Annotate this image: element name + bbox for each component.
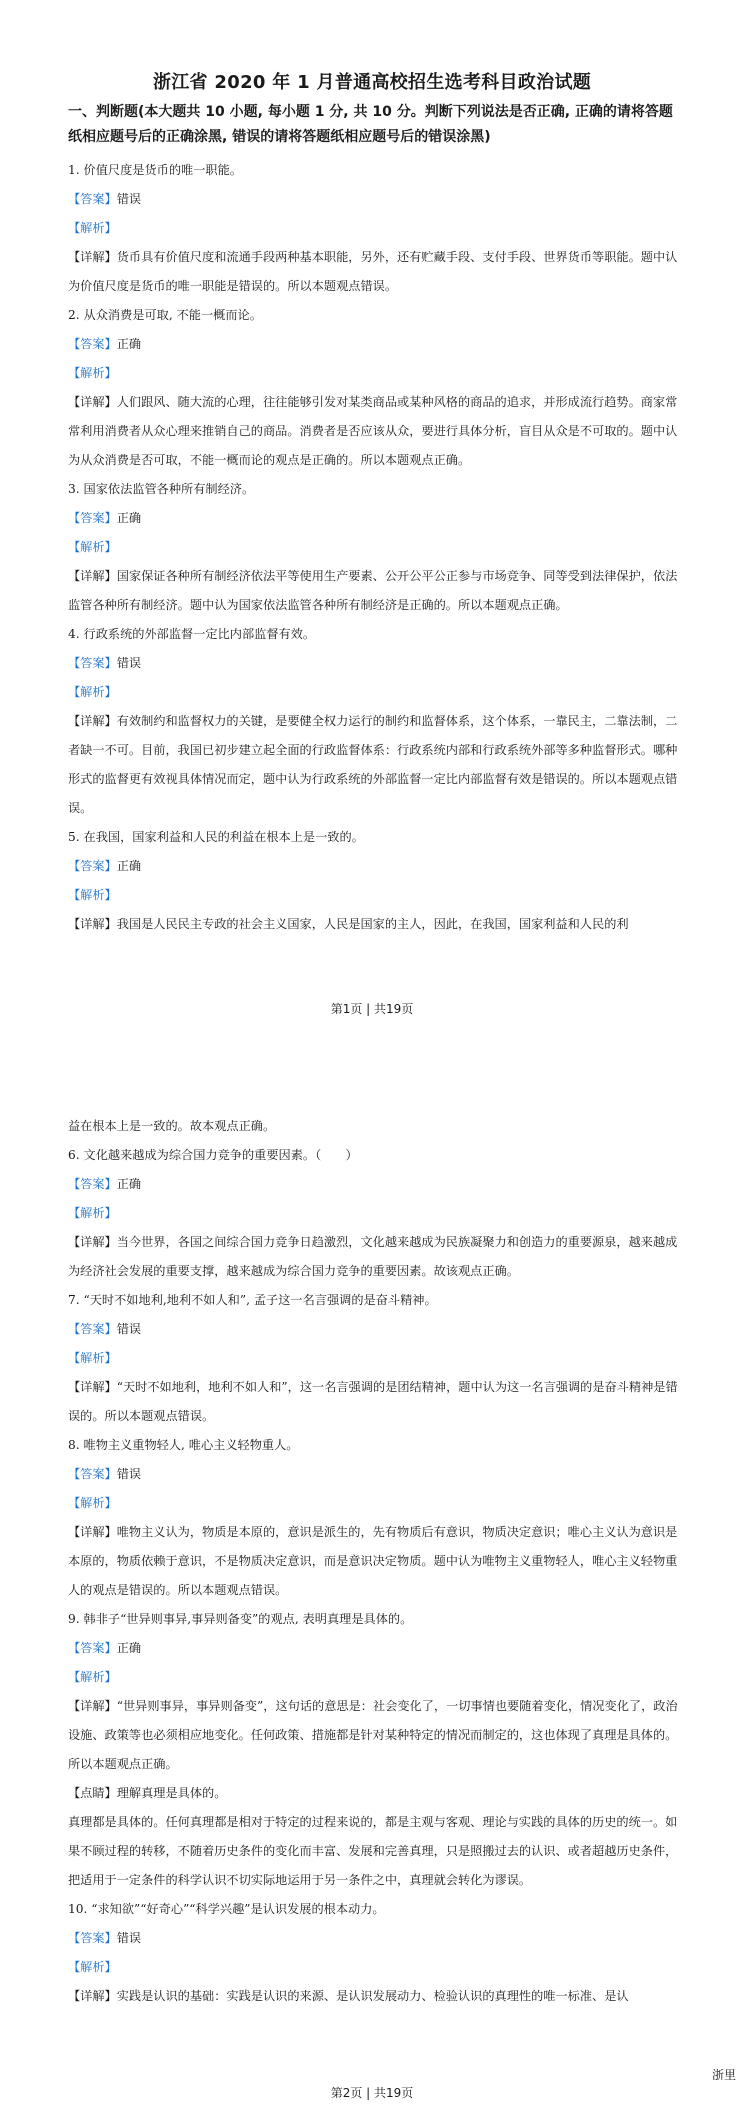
answer-label: 【答案】: [68, 656, 117, 670]
question-3: [68, 475, 680, 620]
detail-label: 【详解】: [68, 1699, 117, 1713]
analysis-line: [68, 1199, 680, 1228]
detail-text: “世异则事异，事异则备变”，这句话的意思是：社会变化了，一切事情也要随着变化，情况变化了，政治设施、政策等也必须相应地变化。任何政策、措施都是针对某种特定的情况而制定的，这也体现了真理是具体的。所以本题观点正确。: [68, 1699, 678, 1771]
answer-value: 错误: [116, 1931, 142, 1945]
continuation-text: 益在根本上是一致的。故本观点正确。: [68, 1119, 276, 1133]
answer-value: 正确: [116, 337, 142, 351]
answer-line: [68, 1924, 680, 1953]
detail-text: 实践是认识的基础：实践是认识的来源、是认识发展动力、检验认识的真理性的唯一标准、是认: [116, 1989, 629, 2003]
detail-text: 货币具有价值尺度和流通手段两种基本职能，另外，还有贮藏手段、支付手段、世界货币等职能。题中认为价值尺度是货币的唯一职能是错误的。所以本题观点错误。: [68, 250, 678, 293]
detail-label: 【详解】: [68, 1235, 117, 1249]
question-stem: 3. 国家依法监管各种所有制经济。: [68, 482, 255, 496]
detail-paragraph: [68, 1373, 680, 1431]
detail-text: “天时不如地利，地利不如人和”，这一名言强调的是团结精神，题中认为这一名言强调的是奋斗精神是错误的。所以本题观点错误。: [68, 1380, 678, 1423]
question-8: [68, 1431, 680, 1605]
question-stem: 5. 在我国，国家利益和人民的利益在根本上是一致的。: [68, 830, 364, 844]
tip-text: 理解真理是具体的。: [116, 1786, 227, 1800]
answer-label: 【答案】: [68, 1322, 117, 1336]
question-4: [68, 620, 680, 823]
answer-label: 【答案】: [68, 1641, 117, 1655]
detail-paragraph: [68, 562, 680, 620]
answer-value: 错误: [116, 1467, 142, 1481]
footer-page-total: 共19页: [374, 1002, 414, 1016]
footer-separator: |: [366, 2086, 371, 2100]
detail-paragraph: [68, 1518, 680, 1605]
answer-label: 【答案】: [68, 1467, 117, 1481]
question-stem: 6. 文化越来越成为综合国力竞争的重要因素。（ ）: [68, 1148, 358, 1162]
analysis-label: 【解析】: [68, 685, 117, 699]
question-10: [68, 1895, 680, 2011]
answer-value: 正确: [116, 1177, 142, 1191]
detail-paragraph: [68, 1982, 680, 2011]
answer-line: [68, 1315, 680, 1344]
question-2: [68, 301, 680, 475]
detail-label: 【详解】: [68, 1380, 117, 1394]
detail-text: 人们跟风、随大流的心理，往往能够引发对某类商品或某种风格的商品的追求，并形成流行趋势。商家常常利用消费者从众心理来推销自己的商品。消费者是否应该从众，要进行具体分析，盲目从众是不可取的。题中认为从众消费是否可取，不能一概而论的观点是正确的。所以本题观点正确。: [68, 395, 678, 467]
answer-line: [68, 1170, 680, 1199]
page-2: [0, 1068, 744, 2104]
tip-label: 【点睛】: [68, 1786, 117, 1800]
detail-text: 有效制约和监督权力的关键，是要健全权力运行的制约和监督体系，这个体系，一靠民主，二靠法制，二者缺一不可。目前，我国已初步建立起全面的行政监督体系：行政系统内部和行政系统外部等多种监督形式。哪种形式的监督更有效视具体情况而定，题中认为行政系统的外部监督一定比内部监督有效是错误的。所以本题观点错误。: [68, 714, 678, 815]
detail-paragraph: [68, 1692, 680, 1779]
footer-page-total: 共19页: [374, 2086, 414, 2100]
detail-text: 国家保证各种所有制经济依法平等使用生产要素、公开公平公正参与市场竞争、同等受到法律保护，依法监管各种所有制经济。题中认为国家依法监管各种所有制经济是正确的。所以本题观点正确。: [68, 569, 678, 612]
analysis-label: 【解析】: [68, 1206, 117, 1220]
answer-label: 【答案】: [68, 337, 117, 351]
detail-text: 唯物主义认为，物质是本原的，意识是派生的，先有物质后有意识，物质决定意识；唯心主义认为意识是本原的，物质依赖于意识，不是物质决定意识，而是意识决定物质。题中认为唯物主义重物轻人，唯心主义轻物重人的观点是错误的。所以本题观点错误。: [68, 1525, 678, 1597]
analysis-line: [68, 678, 680, 707]
analysis-line: [68, 1953, 680, 1982]
analysis-label: 【解析】: [68, 888, 117, 902]
analysis-line: [68, 1489, 680, 1518]
answer-line: [68, 852, 680, 881]
question-stem: 7. “天时不如地利,地利不如人和”, 孟子这一名言强调的是奋斗精神。: [68, 1293, 437, 1307]
answer-value: 错误: [116, 1322, 142, 1336]
answer-label: 【答案】: [68, 1177, 117, 1191]
document-title: 浙江省 2020 年 1 月普通高校招生选考科目政治试题: [152, 72, 592, 93]
tip-line: [68, 1779, 680, 1808]
analysis-label: 【解析】: [68, 366, 117, 380]
footer-page-number: 第2页: [330, 2086, 363, 2100]
answer-line: [68, 1634, 680, 1663]
page-2-content: [68, 1112, 680, 2011]
detail-label: 【详解】: [68, 395, 117, 409]
answer-value: 正确: [116, 1641, 142, 1655]
question-stem: 9. 韩非子“世异则事异,事异则备变”的观点, 表明真理是具体的。: [68, 1612, 413, 1626]
answer-line: [68, 1460, 680, 1489]
answer-label: 【答案】: [68, 1931, 117, 1945]
analysis-line: [68, 1344, 680, 1373]
answer-value: 正确: [116, 511, 142, 525]
answer-line: [68, 649, 680, 678]
question-1: [68, 156, 680, 301]
analysis-label: 【解析】: [68, 1351, 117, 1365]
detail-paragraph: [68, 388, 680, 475]
page-footer: [0, 2084, 744, 2101]
answer-label: 【答案】: [68, 192, 117, 206]
question-stem: 8. 唯物主义重物轻人, 唯心主义轻物重人。: [68, 1438, 299, 1452]
analysis-label: 【解析】: [68, 1496, 117, 1510]
answer-line: [68, 330, 680, 359]
analysis-label: 【解析】: [68, 1670, 117, 1684]
question-6: [68, 1141, 680, 1286]
tip-paragraph: 真理都是具体的。任何真理都是相对于特定的过程来说的，都是主观与客观、理论与实践的具体的历史的统一。如果不顾过程的转移，不随着历史条件的变化而丰富、发展和完善真理，只是照搬过去的认识、或者超越历史条件，把适用于一定条件的科学认识不切实际地运用于另一条件之中，真理就会转化为谬误。: [68, 1815, 678, 1887]
detail-text: 当今世界，各国之间综合国力竞争日趋激烈，文化越来越成为民族凝聚力和创造力的重要源泉，越来越成为经济社会发展的重要支撑，越来越成为综合国力竞争的重要因素。故该观点正确。: [68, 1235, 678, 1278]
analysis-label: 【解析】: [68, 221, 117, 235]
detail-paragraph: [68, 243, 680, 301]
analysis-line: [68, 359, 680, 388]
question-stem: 2. 从众消费是可取, 不能一概而论。: [68, 308, 262, 322]
analysis-line: [68, 214, 680, 243]
footer-page-number: 第1页: [330, 1002, 363, 1016]
detail-paragraph: [68, 910, 680, 939]
detail-label: 【详解】: [68, 569, 117, 583]
question-7: [68, 1286, 680, 1431]
detail-label: 【详解】: [68, 1989, 117, 2003]
detail-text: 我国是人民民主专政的社会主义国家，人民是国家的主人，因此，在我国，国家利益和人民的利: [116, 917, 629, 931]
question-9: [68, 1605, 680, 1895]
question-stem: 1. 价值尺度是货币的唯一职能。: [68, 163, 242, 177]
answer-label: 【答案】: [68, 859, 117, 873]
analysis-label: 【解析】: [68, 1960, 117, 1974]
answer-value: 正确: [116, 859, 142, 873]
answer-line: [68, 185, 680, 214]
answer-value: 错误: [116, 192, 142, 206]
question-stem: 10. “求知欲”“好奇心”“科学兴趣”是认识发展的根本动力。: [68, 1902, 385, 1916]
analysis-line: [68, 881, 680, 910]
detail-label: 【详解】: [68, 1525, 117, 1539]
analysis-line: [68, 533, 680, 562]
side-watermark-text: 浙里: [711, 2068, 736, 2082]
footer-separator: |: [366, 1002, 371, 1016]
detail-paragraph: [68, 1228, 680, 1286]
answer-label: 【答案】: [68, 511, 117, 525]
analysis-label: 【解析】: [68, 540, 117, 554]
detail-label: 【详解】: [68, 714, 117, 728]
page-footer: [0, 1000, 744, 1017]
detail-label: 【详解】: [68, 250, 117, 264]
answer-value: 错误: [116, 656, 142, 670]
section-heading: 一、判断题(本大题共 10 小题, 每小题 1 分, 共 10 分。判断下列说法是否正确, 正确的请将答题纸相应题号后的正确涂黑, 错误的请将答题纸相应题号后的错误涂黑): [68, 104, 673, 145]
question-5: [68, 823, 680, 939]
detail-label: 【详解】: [68, 917, 117, 931]
question-stem: 4. 行政系统的外部监督一定比内部监督有效。: [68, 627, 316, 641]
detail-paragraph: [68, 707, 680, 823]
page-1-content: [68, 100, 680, 939]
analysis-line: [68, 1663, 680, 1692]
answer-line: [68, 504, 680, 533]
